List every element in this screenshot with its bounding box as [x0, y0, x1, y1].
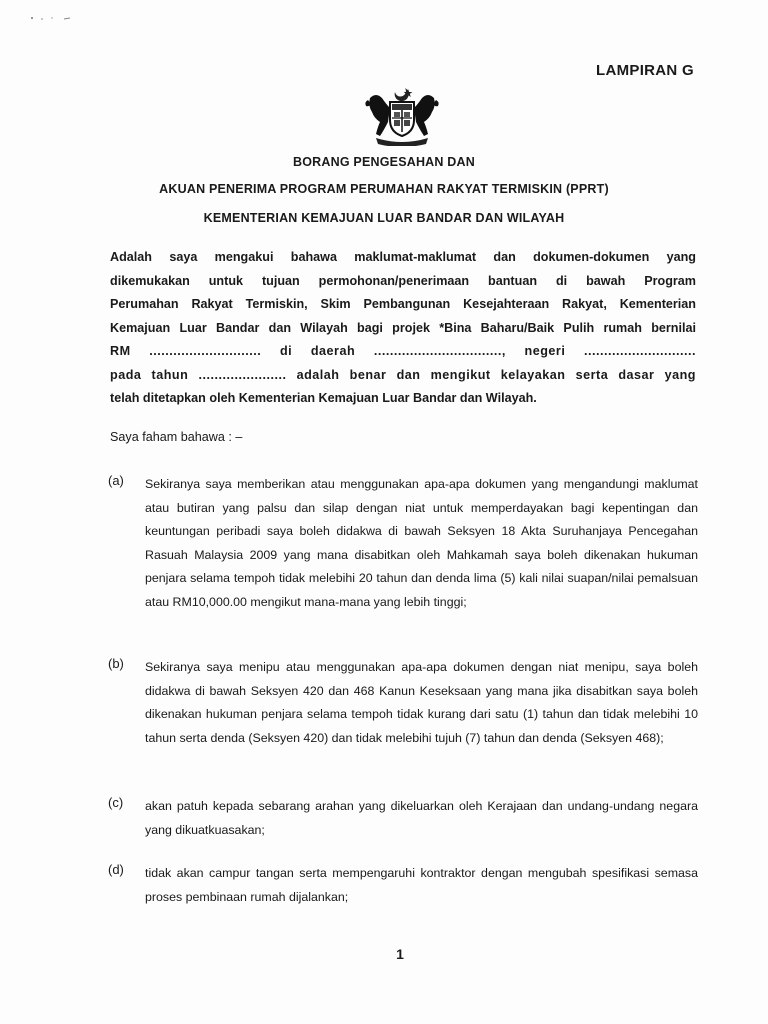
- declaration-line: Kemajuan Luar Bandar dan Wilayah bagi projek *Bina Baharu/Baik Pulih rumah bernilai: [110, 320, 696, 335]
- scan-artifact-marks: [30, 14, 74, 22]
- list-item-text: Sekiranya saya memberikan atau menggunakan apa-apa dokumen yang mengandungi maklumat atau butiran yang palsu dan silap dengan niat untuk memperdayakan bagi kepentingan dan keuntungan peribadi saya boleh didakwa di bawah Seksyen 18 Akta Suruhanjaya Pencegahan Rasuah Malaysia 2009 yang mana disabitkan oleh Mahkamah saya boleh dikenakan hukuman penjara selama tempoh tidak melebihi 20 tahun dan denda lima (5) kali nilai suapan/nilai pemalsuan atau RM10,000.00 mengikut mana-mana yang lebih tinggi;: [145, 477, 698, 609]
- declaration-line-amount-district-state: RM ............................ di daerah ................................, negeri ............................: [110, 344, 696, 358]
- malaysia-coat-of-arms-icon: [362, 86, 442, 146]
- list-item-text: akan patuh kepada sebarang arahan yang dikeluarkan oleh Kerajaan dan undang-undang negara yang dikuatkuasakan;: [145, 799, 698, 837]
- declaration-paragraph: [110, 246, 696, 411]
- understanding-intro: Saya faham bahawa : –: [110, 430, 243, 444]
- list-item-label: (a): [108, 473, 124, 488]
- list-item-label: (b): [108, 656, 124, 671]
- list-item-text: tidak akan campur tangan serta mempengaruhi kontraktor dengan mengubah spesifikasi semasa proses pembinaan rumah dijalankan;: [145, 866, 698, 904]
- page-number: 1: [396, 946, 404, 962]
- form-title-line-1: BORANG PENGESAHAN DAN: [293, 155, 475, 169]
- ministry-title: KEMENTERIAN KEMAJUAN LUAR BANDAR DAN WILAYAH: [203, 211, 565, 225]
- list-item-label: (d): [108, 862, 124, 877]
- form-title-line-2: AKUAN PENERIMA PROGRAM PERUMAHAN RAKYAT TERMISKIN (PPRT): [159, 182, 609, 196]
- declaration-line: telah ditetapkan oleh Kementerian Kemajuan Luar Bandar dan Wilayah.: [110, 391, 537, 405]
- list-item-label: (c): [108, 795, 124, 810]
- declaration-line-year: pada tahun ...................... adalah benar dan mengikut kelayakan serta dasar yang: [110, 367, 696, 382]
- annex-label: LAMPIRAN G: [596, 62, 694, 79]
- declaration-line: Perumahan Rakyat Termiskin, Skim Pembangunan Kesejahteraan Rakyat, Kementerian: [110, 297, 696, 311]
- declaration-line: dikemukakan untuk tujuan permohonan/penerimaan bantuan di bawah Program: [110, 273, 696, 288]
- declaration-line: Adalah saya mengakui bahawa maklumat-maklumat dan dokumen-dokumen yang: [110, 250, 696, 264]
- list-item-text: Sekiranya saya menipu atau menggunakan apa-apa dokumen dengan niat menipu, saya boleh didakwa di bawah Seksyen 420 dan 468 Kanun Keseksaan yang mana jika disabitkan saya boleh dikenakan hukuman penjara selama tempoh tidak kurang dari satu (1) tahun dan tidak melebihi 10 tahun serta denda (Seksyen 420) dan tidak melebihi tujuh (7) tahun dan denda (Seksyen 468);: [145, 660, 698, 745]
